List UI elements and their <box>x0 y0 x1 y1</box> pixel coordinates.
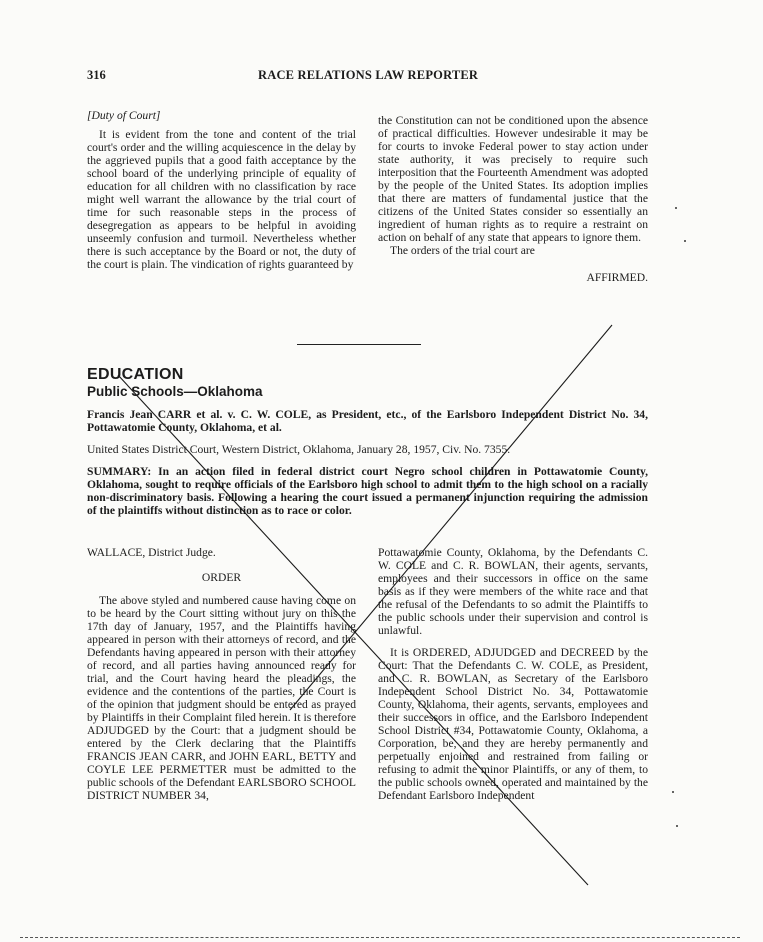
scan-speck <box>676 825 678 827</box>
prior-left-paragraph: It is evident from the tone and content of the trial court's order and the willing acquiescence in the delay by the aggrieved pupils that a good faith acceptance by the school board of the underlying principle of equality of education for all children with no classification by race might well warrant the allowance by the trial court of time for such reasonable steps in the process of desegregation as appears to be helpful in avoiding unseemly confusion and turmoil. Nevertheless whether there is such acceptance by the Board or not, the duty of the court is plain. The vindication of rights guaranteed by <box>87 128 356 271</box>
case-subcategory: Public Schools—Oklahoma <box>87 384 263 399</box>
prior-right-paragraph: the Constitution can not be conditioned upon the absence of practical difficulties. However undesirable it may be for courts to invoke Federal power to stay action under state authority, it was precisely to require such interposition that the Fourteenth Amendment was adopted by the people of the United States. Its adoption implies that there are matters of fundamental justice that the citizens of the United States consider so essentially an ingredient of human rights as to require a restraint on action on behalf of any state that appears to ignore them. <box>378 114 648 244</box>
prior-right-paragraph: The orders of the trial court are <box>390 244 535 257</box>
page-number: 316 <box>87 68 106 82</box>
scan-speck <box>675 207 677 209</box>
order-right-paragraph: Pottawatomie County, Oklahoma, by the Defendants C. W. COLE and C. R. BOWLAN, their agents, servants, employees and their successors in office on the same basis as if they were members of the white race and that the refusal of the Defendants to so admit the Plaintiffs to the public schools under their supervision and control is unlawful. <box>378 546 648 637</box>
scan-speck <box>672 791 674 793</box>
scan-speck <box>684 240 686 242</box>
diagonal-strike-line <box>118 375 588 885</box>
diagonal-strike-line <box>290 325 612 710</box>
case-category: EDUCATION <box>87 366 184 383</box>
scan-edge-line <box>20 937 740 938</box>
court-line: United States District Court, Western District, Oklahoma, January 28, 1957, Civ. No. 7355. <box>87 443 511 456</box>
summary-text: In an action filed in federal district court Negro school children in Pottawatomie County, Oklahoma, sought to require officials of the Earlsboro high school to admit them to the high school on a racially non-discriminatory basis. Following a hearing the court issued a permanent injunction requiring the admission of the plaintiffs without distinction as to race or color. <box>87 465 648 517</box>
judge-line: WALLACE, District Judge. <box>87 546 216 559</box>
summary-label: SUMMARY: <box>87 465 152 478</box>
disposition: AFFIRMED. <box>586 271 648 284</box>
case-caption: Francis Jean CARR et al. v. C. W. COLE, as President, etc., of the Earlsboro Independent District No. 34, Pottawatomie County, Oklahoma, et al. <box>87 408 648 434</box>
order-right-paragraph: It is ORDERED, ADJUDGED and DECREED by the Court: That the Defendants C. W. COLE, as President, and C. R. BOWLAN, as Secretary of the Earlsboro Independent School District No. 34, Pottawatomie County, Oklahoma, their agents, servants, employees and their successors in office, and the Earlsboro Independent School District #34, Pottawatomie County, Oklahoma, a Corporation, be, and they are hereby permanently and perpetually enjoined and restrained from failing or refusing to admit the minor Plaintiffs, or any of them, to the public schools owned, operated and maintained by the Defendant Earlsboro Independent <box>378 646 648 802</box>
running-title: RACE RELATIONS LAW REPORTER <box>258 68 479 82</box>
section-heading: [Duty of Court] <box>87 109 161 122</box>
order-left-paragraph: The above styled and numbered cause having come on to be heard by the Court sitting without jury on this the 17th day of January, 1957, and the Plaintiffs having appeared in person with their attorneys of record, and the Defendants having appeared in person with their attorney of record, and all parties having announced ready for trial, and the Court having heard the pleadings, the evidence and the contentions of the parties, the Court is of the opinion that judgment should be entered as prayed by Plaintiffs in their Complaint filed herein. It is therefore ADJUDGED by the Court: that a judgment should be entered by the Clerk declaring that the Plaintiffs FRANCIS JEAN CARR, and JOHN EARL, BETTY and COYLE LEE PERMETTER must be admitted to the public schools of the Defendant EARLSBORO SCHOOL DISTRICT NUMBER 34, <box>87 594 356 802</box>
order-title: ORDER <box>201 571 242 584</box>
